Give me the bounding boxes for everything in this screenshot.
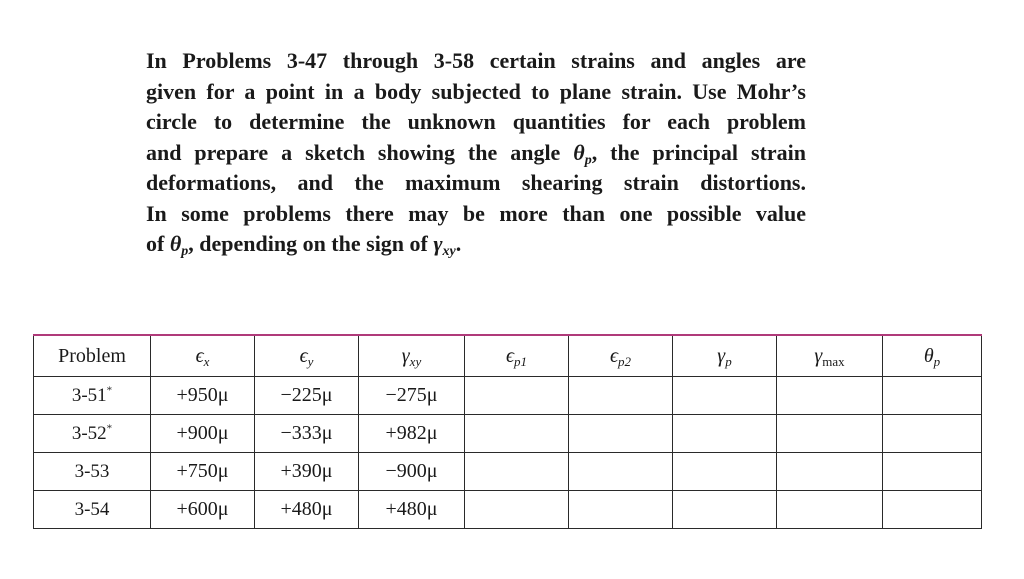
cell-epsilon-x: +600μ [151, 491, 255, 529]
header-theta-p [883, 335, 982, 377]
table-header [34, 335, 982, 377]
header-epsilon-p1 [465, 335, 569, 377]
cell-gamma-xy: −900μ [359, 453, 465, 491]
gamma-symbol: γ [401, 344, 410, 367]
cell-gamma-max [777, 491, 883, 529]
header-epsilon-y [255, 335, 359, 377]
strain-table [33, 334, 982, 529]
asterisk-mark: * [106, 384, 113, 397]
theta-symbol-2: θ [169, 231, 182, 256]
cell-theta-p [883, 491, 982, 529]
cell-problem [34, 491, 151, 529]
problem-line-3: circle to determine the unknown quantities for each problem [146, 109, 806, 134]
cell-epsilon-x: +950μ [151, 377, 255, 415]
header-sub: p [725, 353, 732, 369]
problem-line-2: given for a point in a body subjected to plane strain. Use Mohr’s [146, 78, 806, 104]
cell-problem [34, 377, 151, 415]
theta-symbol: θ [923, 344, 934, 367]
problem-line-4-tail: , the principal strain [591, 139, 806, 165]
epsilon-symbol: ϵ [609, 344, 619, 367]
cell-gamma-xy: +982μ [359, 415, 465, 453]
problem-line-7-end: . [455, 231, 462, 256]
header-sub: p [933, 353, 941, 369]
asterisk-mark: * [106, 422, 113, 435]
cell-epsilon-p2 [569, 453, 673, 491]
header-sub: p1 [514, 353, 528, 369]
problem-line-7-head: of [146, 231, 170, 256]
header-gamma-xy [359, 335, 465, 377]
problem-line-4 [146, 138, 806, 169]
problem-statement [146, 46, 806, 260]
cell-epsilon-x: +900μ [151, 415, 255, 453]
gamma-symbol: γ [717, 344, 726, 367]
header-sub: y [307, 353, 314, 369]
problem-number: 3-53 [74, 460, 110, 482]
problem-number: 3-51 [71, 384, 107, 406]
table-body [34, 377, 982, 529]
cell-epsilon-x: +750μ [151, 453, 255, 491]
cell-epsilon-p2 [569, 491, 673, 529]
header-gamma-max [777, 335, 883, 377]
cell-epsilon-p2 [569, 377, 673, 415]
header-epsilon-p2 [569, 335, 673, 377]
problem-line-7-middle: , depending on the sign of [188, 231, 434, 256]
header-sub: max [822, 353, 845, 369]
cell-gamma-p [673, 415, 777, 453]
table-row [34, 415, 982, 453]
problem-line-4-head: and prepare a sketch showing the angle [146, 139, 574, 165]
cell-epsilon-p1 [465, 415, 569, 453]
cell-problem [34, 415, 151, 453]
table-row [34, 491, 982, 529]
header-problem-label: Problem [58, 344, 126, 367]
cell-gamma-max [777, 415, 883, 453]
header-gamma-p [673, 335, 777, 377]
cell-gamma-xy: −275μ [359, 377, 465, 415]
cell-gamma-p [673, 491, 777, 529]
cell-gamma-p [673, 453, 777, 491]
cell-theta-p [883, 453, 982, 491]
problem-line-7 [146, 229, 806, 260]
cell-epsilon-y: −333μ [255, 415, 359, 453]
theta-subscript: p [584, 152, 592, 168]
problem-line-5: deformations, and the maximum shearing strain distortions. [146, 170, 806, 195]
gamma-subscript: xy [442, 244, 456, 259]
cell-theta-p [883, 415, 982, 453]
header-sub: x [203, 353, 210, 369]
problem-line-1: In Problems 3-47 through 3-58 certain strains and angles are [146, 48, 806, 73]
header-epsilon-x [151, 335, 255, 377]
table-row [34, 377, 982, 415]
cell-epsilon-p1 [465, 377, 569, 415]
header-sub: p2 [618, 353, 632, 369]
epsilon-symbol: ϵ [299, 344, 308, 367]
header-problem [34, 335, 151, 377]
cell-epsilon-p2 [569, 415, 673, 453]
gamma-symbol: γ [433, 231, 443, 256]
epsilon-symbol: ϵ [195, 344, 204, 367]
header-row [34, 335, 982, 377]
cell-problem [34, 453, 151, 491]
theta-subscript-2: p [181, 244, 189, 259]
theta-symbol: θ [573, 139, 585, 165]
cell-gamma-max [777, 453, 883, 491]
cell-epsilon-y: +480μ [255, 491, 359, 529]
header-sub: xy [409, 353, 422, 369]
problem-number: 3-54 [74, 498, 110, 520]
problem-line-6: In some problems there may be more than one possible value [146, 200, 806, 226]
cell-epsilon-p1 [465, 453, 569, 491]
cell-epsilon-y: −225μ [255, 377, 359, 415]
cell-epsilon-p1 [465, 491, 569, 529]
cell-epsilon-y: +390μ [255, 453, 359, 491]
epsilon-symbol: ϵ [505, 344, 515, 367]
table-row [34, 453, 982, 491]
cell-gamma-p [673, 377, 777, 415]
cell-theta-p [883, 377, 982, 415]
cell-gamma-xy: +480μ [359, 491, 465, 529]
gamma-symbol: γ [814, 344, 823, 367]
problem-number: 3-52 [71, 422, 107, 444]
cell-gamma-max [777, 377, 883, 415]
